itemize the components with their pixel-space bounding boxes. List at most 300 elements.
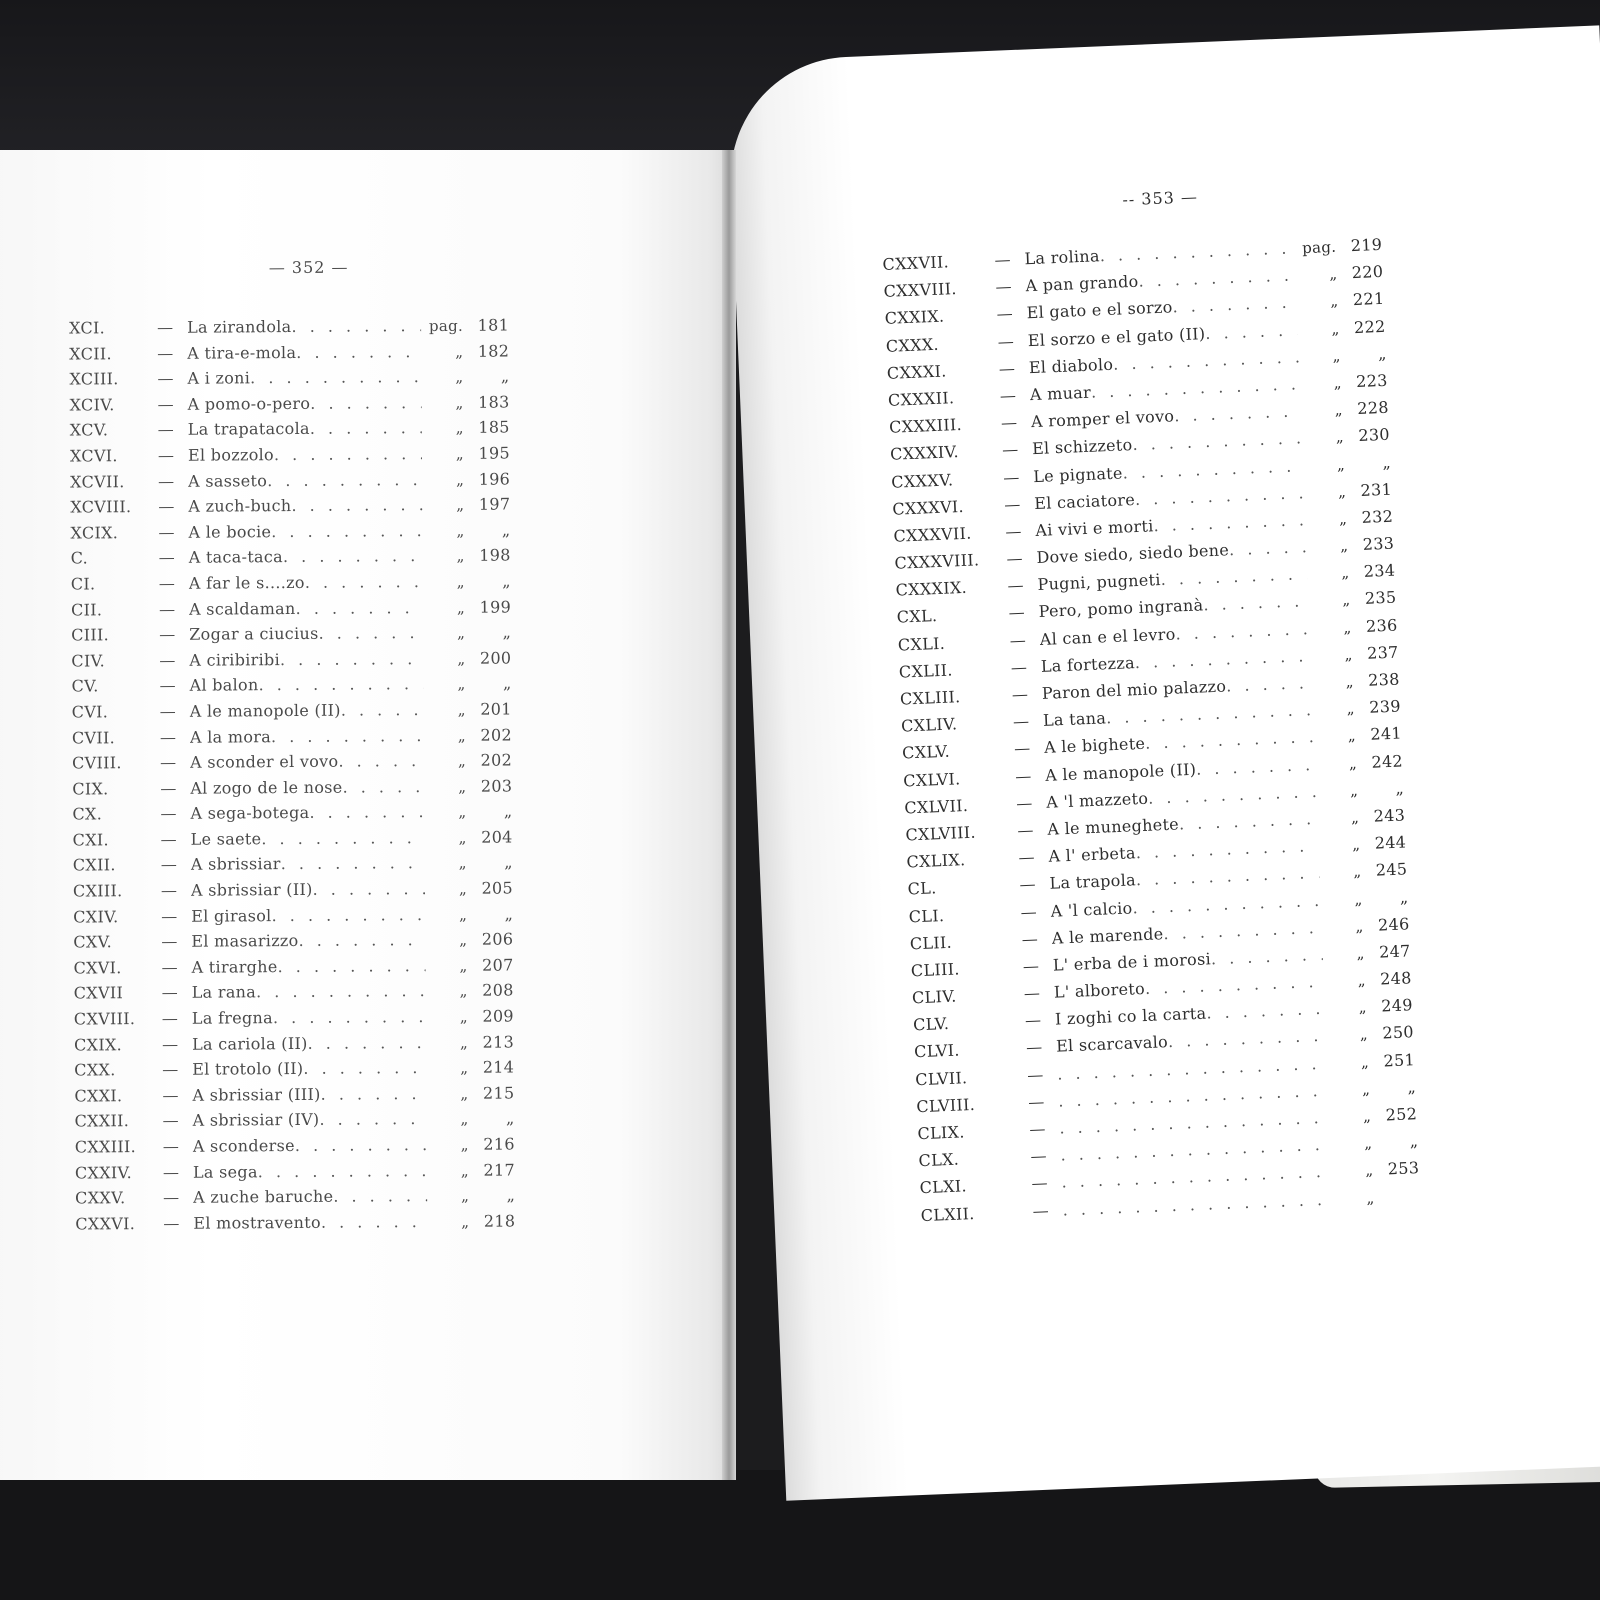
toc-entry xyxy=(72,751,512,780)
entry-title: La rana . . . xyxy=(192,982,426,1003)
entry-page-prefix: „ xyxy=(455,444,465,463)
entry-page: 249 xyxy=(1380,995,1414,1016)
entry-dash: — xyxy=(1023,983,1041,1003)
entry-title: Al balon . . . xyxy=(189,674,423,695)
entry-number: XCIII. xyxy=(69,369,119,389)
toc-entry xyxy=(74,1083,514,1112)
entry-page-prefix: „ xyxy=(457,623,466,642)
entry-page: 208 xyxy=(482,980,514,1001)
entry-title: El scarcavalo . . . xyxy=(1056,1026,1327,1056)
toc-entry xyxy=(69,315,509,344)
entry-dash: — xyxy=(1012,711,1030,732)
entry-page-prefix: „ xyxy=(1329,292,1339,311)
entry-number: CXXXIII. xyxy=(888,415,963,437)
entry-number: CXX. xyxy=(74,1060,116,1080)
entry-title: El schizzeto . . . xyxy=(1032,429,1303,459)
entry-dash: — xyxy=(162,1111,179,1131)
entry-number: CVII. xyxy=(71,727,116,748)
entry-page-prefix: „ xyxy=(461,1212,470,1231)
entry-dash: — xyxy=(1007,575,1025,596)
entry-title: Le pignate . . . xyxy=(1033,456,1304,486)
entry-dash: — xyxy=(161,1008,179,1028)
entry-dash: — xyxy=(161,957,178,977)
entry-number: XCII. xyxy=(69,343,112,364)
entry-title: El gato e el sorzo . . . xyxy=(1026,293,1297,323)
entry-page: 228 xyxy=(1356,397,1390,419)
entry-page-prefix: „ xyxy=(455,419,464,438)
entry-page: „ xyxy=(506,1185,516,1205)
entry-number: CLX. xyxy=(918,1149,960,1171)
toc-entry xyxy=(73,930,513,959)
entry-title: A pan grando . . . xyxy=(1025,266,1296,296)
entry-number: CXXII. xyxy=(74,1111,130,1131)
toc-entry xyxy=(70,495,510,524)
entry-page: 214 xyxy=(482,1057,515,1077)
entry-page-prefix: „ xyxy=(1357,971,1367,990)
entry-page: 233 xyxy=(1362,533,1395,554)
entry-dash: — xyxy=(999,385,1017,406)
entry-number: CXLI. xyxy=(897,633,946,655)
entry-number: CLXI. xyxy=(919,1176,968,1198)
entry-number: XCVII. xyxy=(70,471,125,492)
entry-page: 204 xyxy=(481,827,513,847)
entry-title: A tira-e-mola . . . xyxy=(187,342,421,363)
entry-page-prefix: „ xyxy=(1362,1107,1372,1126)
entry-page: 245 xyxy=(1375,859,1408,880)
entry-page-prefix: „ xyxy=(459,1007,468,1026)
entry-page-prefix: „ xyxy=(1345,672,1355,691)
entry-page: „ xyxy=(1381,452,1392,472)
entry-page-prefix: „ xyxy=(1352,862,1362,881)
entry-page: „ xyxy=(500,366,510,386)
entry-number: XCIX. xyxy=(70,522,119,543)
entry-title: La fregna . . . xyxy=(192,1007,426,1028)
entry-page-prefix: „ xyxy=(458,777,467,796)
entry-number: CXVIII. xyxy=(73,1009,136,1029)
entry-page: 250 xyxy=(1382,1022,1415,1043)
entry-number: CXLV. xyxy=(901,742,951,763)
entry-page: 237 xyxy=(1366,642,1399,663)
entry-title: L' erba de i morosi . . . xyxy=(1052,945,1323,975)
entry-number: C. xyxy=(70,548,89,568)
entry-title: I zoghi co la carta . . . xyxy=(1055,999,1326,1029)
entry-number: CL. xyxy=(907,878,937,899)
entry-dash: — xyxy=(1029,1119,1047,1139)
entry-page: 251 xyxy=(1383,1049,1416,1071)
entry-dash: — xyxy=(161,932,178,952)
entry-dash: — xyxy=(163,1213,180,1233)
entry-dash: — xyxy=(994,249,1012,270)
entry-page-prefix: „ xyxy=(456,547,465,566)
entry-page: 207 xyxy=(481,955,514,975)
entry-page-prefix: „ xyxy=(456,572,465,591)
entry-number: XCVI. xyxy=(69,446,118,466)
entry-page-prefix: „ xyxy=(457,675,466,694)
entry-page: „ xyxy=(1409,1131,1419,1151)
entry-title: La rolina . . . xyxy=(1024,238,1295,268)
entry-title: A sbrissiar (III) . . . xyxy=(192,1084,426,1105)
entry-number: CXXVII. xyxy=(882,252,950,274)
entry-number: CLI. xyxy=(908,905,945,926)
entry-number: CXVI. xyxy=(73,958,122,978)
entry-title: A le bocie . . . xyxy=(188,521,422,542)
entry-number: CXXXIX. xyxy=(895,578,968,600)
toc-entry xyxy=(70,520,510,549)
entry-dash: — xyxy=(158,548,176,568)
entry-page: 217 xyxy=(483,1160,516,1180)
entry-page: 247 xyxy=(1378,941,1411,962)
entry-dash: — xyxy=(156,317,174,337)
entry-dash: — xyxy=(1017,820,1035,840)
entry-page: 232 xyxy=(1361,506,1394,527)
entry-dash: — xyxy=(159,701,177,721)
toc-entry xyxy=(75,1134,515,1163)
right-toc-list xyxy=(882,235,1421,1233)
entry-title: La tana . . . xyxy=(1043,700,1314,730)
entry-page-prefix: pag. xyxy=(428,316,464,336)
toc-entry xyxy=(73,827,513,856)
entry-dash: — xyxy=(1008,602,1026,623)
entry-title: Le saete . . . xyxy=(191,828,425,849)
entry-number: CI. xyxy=(70,574,96,594)
toc-entry xyxy=(73,904,513,933)
entry-page-prefix: „ xyxy=(455,367,464,387)
entry-number: CXXXVII. xyxy=(893,523,972,546)
entry-number: CXXIX. xyxy=(884,306,945,329)
toc-entry xyxy=(75,1211,515,1240)
entry-page-prefix: „ xyxy=(460,1135,469,1154)
entry-page-prefix: „ xyxy=(1358,998,1368,1017)
entry-page: 197 xyxy=(478,494,511,514)
entry-title: A romper el vovo . . . xyxy=(1031,401,1302,431)
left-toc-list xyxy=(69,315,515,1239)
entry-page: 231 xyxy=(1360,479,1393,500)
entry-title: A sega-botega . . . xyxy=(190,802,424,823)
entry-title: Pugni, pugneti . . . xyxy=(1037,564,1308,594)
entry-page: „ xyxy=(504,904,514,924)
entry-page: 203 xyxy=(480,776,513,796)
entry-title: A muar . . . xyxy=(1030,374,1301,404)
entry-page-prefix: „ xyxy=(1328,264,1338,284)
entry-number: CLVI. xyxy=(913,1040,961,1062)
entry-page: 198 xyxy=(479,545,511,566)
right-page-number: -- 353 — xyxy=(1122,187,1199,210)
entry-page: „ xyxy=(501,520,511,540)
entry-title: La sega . . . xyxy=(193,1161,427,1182)
entry-page: 239 xyxy=(1368,696,1402,717)
entry-title: La trapola . . . xyxy=(1049,863,1320,893)
entry-page: 195 xyxy=(478,443,511,463)
entry-dash: — xyxy=(1001,439,1019,460)
entry-title: Paron del mio palazzo . . . xyxy=(1042,673,1313,703)
entry-page: 200 xyxy=(479,648,512,668)
entry-page-prefix: „ xyxy=(455,393,464,412)
entry-dash: — xyxy=(162,1162,180,1182)
entry-number: CXXXVI. xyxy=(892,496,965,519)
entry-title: A scaldaman . . . xyxy=(189,598,423,619)
entry-page: 230 xyxy=(1358,425,1391,446)
toc-entry xyxy=(75,1109,515,1138)
toc-entry xyxy=(75,1186,515,1215)
entry-number: CVI. xyxy=(71,702,109,722)
entry-dash: — xyxy=(1031,1173,1049,1194)
entry-number: CXXV. xyxy=(75,1188,126,1208)
entry-page-prefix: „ xyxy=(1340,563,1350,583)
entry-dash: — xyxy=(158,496,175,517)
entry-dash: — xyxy=(157,369,174,389)
toc-entry xyxy=(70,418,510,447)
entry-dash: — xyxy=(163,1187,180,1208)
entry-number: CLIX. xyxy=(917,1122,966,1144)
entry-number: CXIII. xyxy=(72,881,123,901)
toc-entry xyxy=(69,367,509,396)
entry-page-prefix: „ xyxy=(1338,509,1348,528)
entry-page: „ xyxy=(504,852,513,872)
entry-title: A 'l calcio . . . xyxy=(1050,890,1321,920)
entry-dash: — xyxy=(157,343,174,363)
entry-page: 244 xyxy=(1374,832,1407,853)
entry-page-prefix: „ xyxy=(1337,482,1347,501)
entry-page: 234 xyxy=(1363,560,1396,582)
entry-page-prefix: „ xyxy=(459,982,468,1001)
entry-dash: — xyxy=(160,804,177,824)
left-page-content xyxy=(69,256,516,1239)
toc-entry xyxy=(71,546,511,575)
entry-title: A l' erbeta . . . xyxy=(1048,836,1319,866)
entry-page: 241 xyxy=(1370,723,1403,745)
entry-page-prefix: pag. xyxy=(1301,237,1337,258)
toc-entry xyxy=(71,674,511,703)
entry-page-prefix: „ xyxy=(1355,916,1364,936)
entry-page-prefix: „ xyxy=(1363,1134,1373,1153)
toc-entry xyxy=(72,802,512,831)
entry-title: L' alboreto . . . xyxy=(1054,972,1325,1002)
entry-dash: — xyxy=(159,650,176,670)
entry-title: La cariola (II) . . . xyxy=(192,1033,426,1054)
entry-dash: — xyxy=(157,394,174,414)
entry-page: „ xyxy=(502,622,512,642)
entry-dash: — xyxy=(1013,738,1031,759)
entry-title: A zuch-buch . . . xyxy=(188,495,422,516)
entry-title: La fortezza . . . xyxy=(1040,646,1311,676)
entry-dash: — xyxy=(1015,793,1034,813)
entry-number: CXII. xyxy=(72,855,116,876)
entry-title: Al zogo de le nose . . . xyxy=(190,777,424,798)
entry-page: 235 xyxy=(1364,588,1397,609)
toc-entry xyxy=(73,955,513,984)
entry-page: 216 xyxy=(483,1134,515,1154)
entry-number: CXXXV. xyxy=(890,469,954,492)
entry-page: 221 xyxy=(1352,289,1385,310)
entry-page: 219 xyxy=(1350,234,1383,256)
entry-dash: — xyxy=(158,471,175,491)
entry-page: 218 xyxy=(483,1211,516,1231)
entry-dash: — xyxy=(1000,412,1018,433)
entry-dash: — xyxy=(158,599,176,619)
entry-dash: — xyxy=(998,358,1016,379)
entry-dash: — xyxy=(161,1034,179,1054)
entry-number: CXXXIV. xyxy=(889,442,960,465)
entry-dash: — xyxy=(160,855,178,875)
entry-number: CXLIX. xyxy=(906,850,966,872)
entry-dash: — xyxy=(1003,494,1021,514)
entry-title: La zirandola . . . xyxy=(187,316,421,337)
toc-entry xyxy=(70,392,510,421)
entry-page-prefix: „ xyxy=(1339,536,1349,555)
entry-number: CXXXVIII. xyxy=(894,550,980,573)
entry-page-prefix: „ xyxy=(1341,590,1351,610)
entry-page: 238 xyxy=(1367,669,1401,690)
entry-number: XCV. xyxy=(69,420,109,440)
entry-page-prefix: „ xyxy=(1346,699,1356,718)
entry-page-prefix: „ xyxy=(458,854,467,873)
toc-entry xyxy=(74,1006,514,1035)
entry-page-prefix: „ xyxy=(1344,645,1353,664)
entry-dash: — xyxy=(1020,901,1038,922)
entry-page: „ xyxy=(1407,1077,1417,1097)
entry-dash: — xyxy=(159,727,177,747)
entry-dash: — xyxy=(1002,467,1020,487)
entry-number: CX. xyxy=(72,804,103,824)
entry-title: A i zoni . . . xyxy=(187,367,421,388)
entry-title: A sbrissiar (II) . . . xyxy=(191,879,425,900)
entry-title: A le bighete . . . xyxy=(1044,727,1315,757)
entry-title: A le manopole (II) . . . xyxy=(190,700,424,721)
entry-dash: — xyxy=(997,331,1015,351)
entry-page-prefix: „ xyxy=(459,931,468,950)
entry-title: A sasseto . . . xyxy=(188,470,422,491)
toc-entry xyxy=(74,1032,514,1061)
entry-page-prefix: „ xyxy=(1356,944,1365,963)
entry-title: El trotolo (II) . . . xyxy=(192,1058,426,1079)
entry-dash: — xyxy=(158,522,175,542)
entry-page-prefix: „ xyxy=(459,905,468,924)
entry-page: 223 xyxy=(1355,370,1389,391)
entry-page: „ xyxy=(502,571,511,591)
entry-number: CXLIII. xyxy=(899,687,961,709)
entry-page: 215 xyxy=(482,1083,515,1103)
entry-number: CXXVI. xyxy=(75,1213,136,1234)
entry-dash: — xyxy=(996,304,1014,324)
entry-page: 236 xyxy=(1365,615,1398,636)
entry-dash: — xyxy=(1011,684,1029,705)
entry-page-prefix: „ xyxy=(456,495,465,515)
entry-title: A ciribiribi . . . xyxy=(189,649,423,670)
entry-page-prefix: „ xyxy=(1360,1052,1370,1072)
entry-dash: — xyxy=(157,445,175,465)
entry-title: Zogar a ciucius . . . xyxy=(189,623,423,644)
entry-title: A 'l mazzeto . . . xyxy=(1046,782,1317,812)
entry-title: A tirarghe . . . xyxy=(191,956,425,977)
entry-page: 183 xyxy=(478,392,510,412)
entry-title: El masarizzo . . . xyxy=(191,930,425,951)
entry-page: 185 xyxy=(478,417,510,438)
entry-page-prefix: „ xyxy=(1347,726,1357,746)
entry-dash: — xyxy=(1030,1146,1048,1166)
entry-title: A sconder el vovo . . . xyxy=(190,751,424,772)
entry-page-prefix: „ xyxy=(455,470,465,489)
toc-entry xyxy=(72,776,512,805)
toc-entry xyxy=(71,648,511,677)
entry-number: CXV. xyxy=(73,932,113,952)
toc-entry xyxy=(71,571,511,600)
entry-page-prefix: „ xyxy=(1335,427,1345,447)
entry-title: A sconderse . . . xyxy=(193,1135,427,1156)
book-gutter xyxy=(722,150,736,1480)
entry-number: CIV. xyxy=(71,651,106,671)
entry-dash: — xyxy=(160,880,178,900)
entry-title: A sbrissiar . . . xyxy=(191,854,425,875)
entry-dash: — xyxy=(159,676,176,696)
entry-dash: — xyxy=(162,1136,180,1156)
entry-page-prefix: „ xyxy=(459,956,468,975)
entry-page xyxy=(1375,1201,1421,1203)
entry-page: „ xyxy=(502,673,512,693)
entry-page-prefix: „ xyxy=(1365,1188,1375,1207)
entry-number: CXLVII. xyxy=(904,795,969,818)
entry-number: CXLVI. xyxy=(902,768,961,791)
entry-page: 196 xyxy=(478,469,511,489)
entry-title: A taca-taca . . . xyxy=(189,546,423,567)
entry-number: CLV. xyxy=(912,1014,950,1035)
entry-page: „ xyxy=(503,801,513,821)
entry-title: El sorzo e el gato (II) . . . xyxy=(1027,320,1298,350)
entry-title: Al can e el levro . . . xyxy=(1039,619,1310,649)
entry-page: 252 xyxy=(1385,1104,1418,1125)
entry-dash: — xyxy=(1006,548,1024,569)
entry-title: A zuche baruche . . . xyxy=(193,1186,427,1207)
entry-page-prefix: „ xyxy=(1331,319,1340,338)
entry-dash: — xyxy=(162,1060,179,1080)
entry-title: A sbrissiar (IV) . . . xyxy=(193,1109,427,1130)
entry-page: „ xyxy=(505,1108,515,1128)
entry-dash: — xyxy=(161,983,179,1003)
entry-page-prefix: „ xyxy=(1332,346,1341,365)
entry-dash: — xyxy=(1019,874,1037,895)
entry-page-prefix: „ xyxy=(1336,455,1346,474)
entry-number: CXXX. xyxy=(885,334,940,356)
entry-number: CXL. xyxy=(896,606,938,628)
entry-number: CLIV. xyxy=(911,986,957,1008)
entry-dash: — xyxy=(1018,847,1036,868)
entry-dash: — xyxy=(157,420,175,440)
entry-dash: — xyxy=(1026,1064,1044,1085)
entry-page: 243 xyxy=(1373,805,1406,826)
entry-dash: — xyxy=(158,573,176,593)
entry-title: A le manopole (II) . . . xyxy=(1045,755,1316,785)
entry-number: CV. xyxy=(71,676,99,696)
entry-dash: — xyxy=(160,752,177,773)
entry-page: 242 xyxy=(1371,751,1404,772)
entry-dash: — xyxy=(1021,928,1039,949)
entry-number: CXXIII. xyxy=(74,1137,137,1157)
entry-number: CLII. xyxy=(909,932,953,954)
entry-page-prefix: „ xyxy=(457,700,466,719)
entry-page-prefix: „ xyxy=(460,1084,469,1103)
toc-entry xyxy=(70,469,510,498)
entry-page-prefix: „ xyxy=(455,342,464,361)
entry-number: CIII. xyxy=(71,625,110,645)
entry-number: CXIX. xyxy=(73,1034,123,1055)
entry-title: A le marende . . . xyxy=(1051,918,1322,948)
entry-number: CXLVIII. xyxy=(905,822,977,845)
entry-dash: — xyxy=(1027,1091,1046,1112)
entry-page-prefix: „ xyxy=(1353,889,1363,909)
entry-page-prefix: „ xyxy=(1351,835,1361,854)
entry-page-prefix: „ xyxy=(459,1033,469,1052)
entry-number: CXIV. xyxy=(73,906,119,927)
entry-dash: — xyxy=(1024,1010,1042,1031)
